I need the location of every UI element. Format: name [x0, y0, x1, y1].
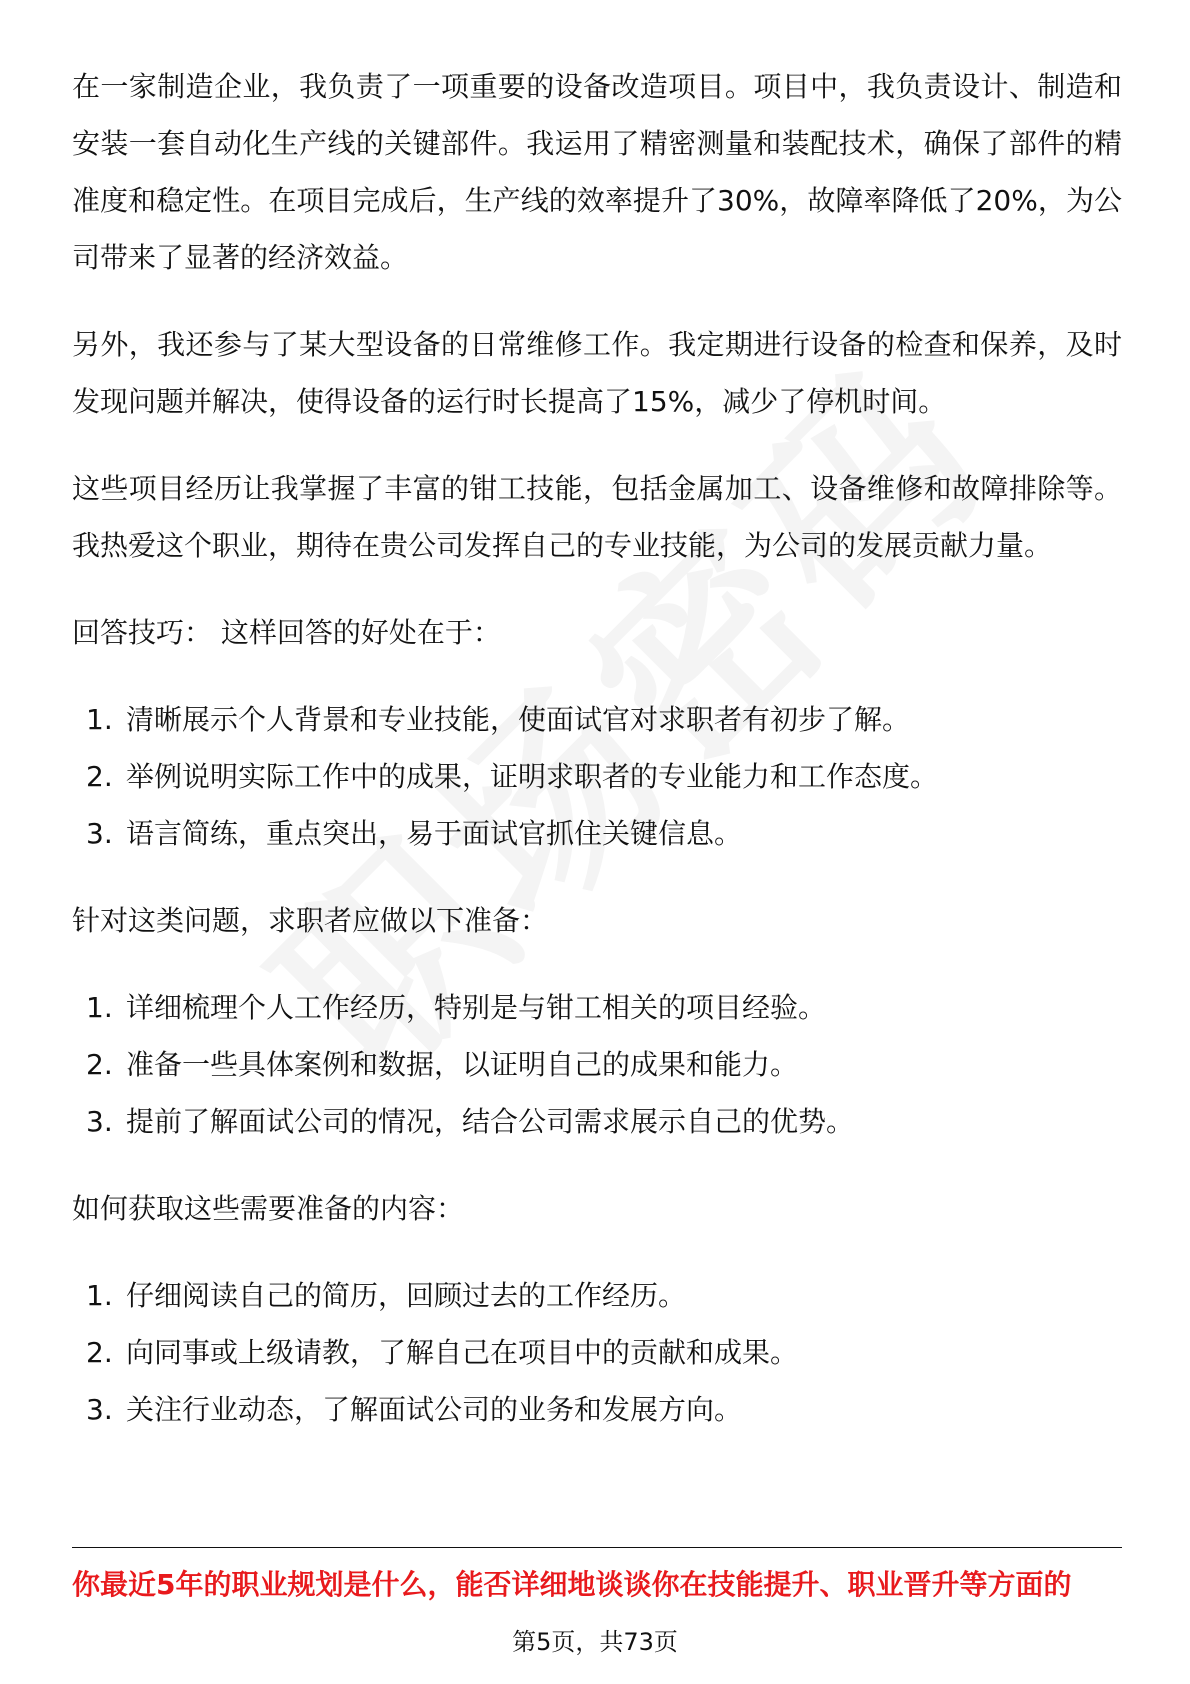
list-item [72, 979, 1122, 1036]
answer-paragraph-3: 这些项目经历让我掌握了丰富的钳工技能，包括金属加工、设备维修和故障排除等。我热爱这个职业，期待在贵公司发挥自己的专业技能，为公司的发展贡献力量。 [72, 472, 1122, 562]
list-item [72, 1267, 1122, 1324]
tips-list [72, 691, 1122, 862]
list-item [72, 1093, 1122, 1150]
list-number: 2. [86, 760, 113, 793]
section-divider [72, 1547, 1122, 1548]
tips-heading: 回答技巧： 这样回答的好处在于： [72, 616, 501, 649]
list-item [72, 1036, 1122, 1093]
list-item-text: 提前了解面试公司的情况，结合公司需求展示自己的优势。 [126, 1105, 855, 1138]
prep-list [72, 979, 1122, 1150]
list-item-text: 向同事或上级请教，了解自己在项目中的贡献和成果。 [126, 1336, 799, 1369]
list-number: 1. [86, 703, 113, 736]
list-item-text: 语言简练，重点突出，易于面试官抓住关键信息。 [126, 817, 743, 850]
list-item-text: 清晰展示个人背景和专业技能，使面试官对求职者有初步了解。 [126, 703, 911, 736]
answer-paragraph-1: 在一家制造企业，我负责了一项重要的设备改造项目。项目中，我负责设计、制造和安装一套自动化生产线的关键部件。我运用了精密测量和装配技术，确保了部件的精准度和稳定性。在项目完成后，生产线的效率提升了30%，故障率降低了20%，为公司带来了显著的经济效益。 [72, 70, 1122, 274]
list-item [72, 1324, 1122, 1381]
list-item-text: 详细梳理个人工作经历，特别是与钳工相关的项目经验。 [126, 991, 827, 1024]
list-item-text: 仔细阅读自己的简历，回顾过去的工作经历。 [126, 1279, 687, 1312]
list-item-text: 举例说明实际工作中的成果，证明求职者的专业能力和工作态度。 [126, 760, 939, 793]
list-number: 3. [86, 817, 113, 850]
obtain-heading: 如何获取这些需要准备的内容： [72, 1192, 465, 1225]
list-number: 3. [86, 1393, 113, 1426]
list-item [72, 748, 1122, 805]
list-item-text: 准备一些具体案例和数据，以证明自己的成果和能力。 [126, 1048, 799, 1081]
prep-heading: 针对这类问题，求职者应做以下准备： [72, 904, 549, 937]
page-number-footer: 第5页，共73页 [512, 1628, 678, 1656]
list-number: 1. [86, 1279, 113, 1312]
list-number: 1. [86, 991, 113, 1024]
list-number: 2. [86, 1048, 113, 1081]
list-item-text: 关注行业动态，了解面试公司的业务和发展方向。 [126, 1393, 743, 1426]
list-item [72, 1381, 1122, 1438]
next-question-heading: 你最近5年的职业规划是什么，能否详细地谈谈你在技能提升、职业晋升等方面的 [72, 1568, 1072, 1601]
list-number: 3. [86, 1105, 113, 1138]
list-item [72, 805, 1122, 862]
list-number: 2. [86, 1336, 113, 1369]
document-body [72, 58, 1122, 1468]
list-item [72, 691, 1122, 748]
obtain-list [72, 1267, 1122, 1438]
answer-paragraph-2: 另外，我还参与了某大型设备的日常维修工作。我定期进行设备的检查和保养，及时发现问题并解决，使得设备的运行时长提高了15%，减少了停机时间。 [72, 328, 1122, 418]
